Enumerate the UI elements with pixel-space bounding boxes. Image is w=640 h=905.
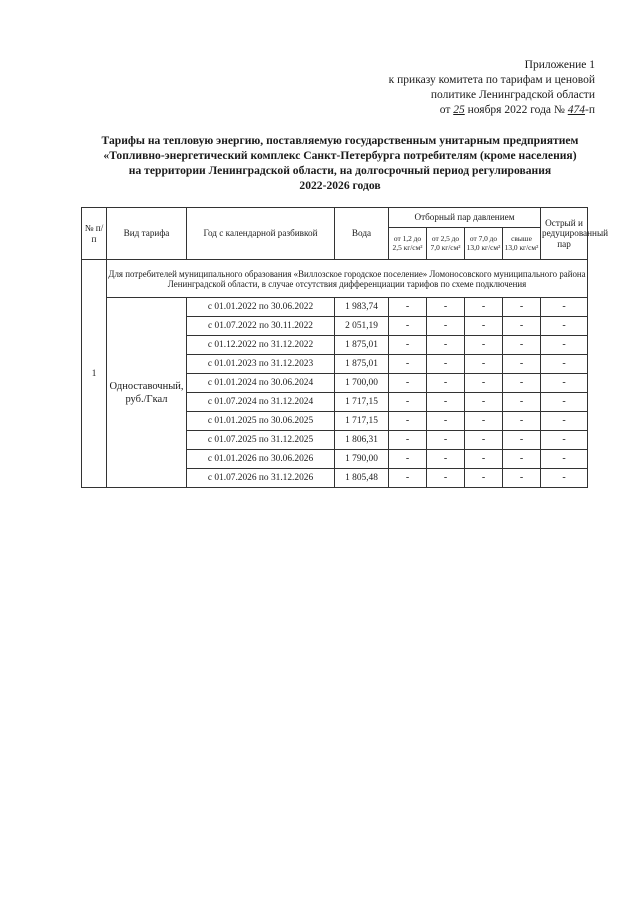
document-title (60, 133, 620, 193)
sharp-steam-cell: - (541, 450, 588, 469)
steam-2-cell: - (427, 450, 465, 469)
sharp-steam-cell: - (541, 469, 588, 488)
header-steam-4: свыше 13,0 кг/см² (503, 228, 541, 260)
period-cell: с 01.07.2026 по 31.12.2026 (187, 469, 335, 488)
steam-2-cell: - (427, 336, 465, 355)
water-tariff-cell: 1 875,01 (335, 336, 389, 355)
appendix-order-ref-cont: политике Ленинградской области (430, 89, 595, 101)
sharp-steam-cell: - (541, 355, 588, 374)
water-tariff-cell: 1 805,48 (335, 469, 389, 488)
steam-3-cell: - (465, 469, 503, 488)
steam-1-cell: - (389, 412, 427, 431)
steam-4-cell: - (503, 336, 541, 355)
steam-4-cell: - (503, 469, 541, 488)
water-tariff-cell: 1 790,00 (335, 450, 389, 469)
water-tariff-cell: 2 051,19 (335, 317, 389, 336)
tariff-kind: Одноставочный, руб./Гкал (107, 298, 187, 488)
appendix-header (340, 58, 595, 118)
steam-3-cell: - (465, 374, 503, 393)
header-kind: Вид тарифа (107, 208, 187, 260)
table-row (82, 298, 588, 317)
header-steam-2: от 2,5 до 7,0 кг/см² (427, 228, 465, 260)
steam-1-cell: - (389, 317, 427, 336)
date-day: 25 (453, 104, 465, 116)
period-cell: с 01.07.2024 по 31.12.2024 (187, 393, 335, 412)
title-line-3: на территории Ленинградской области, на долгосрочный период регулирования (128, 164, 552, 177)
steam-1-cell: - (389, 393, 427, 412)
consumer-description: Для потребителей муниципального образования «Виллозское городское поселение» Ломоносовского муниципального района Ленинградской области, в случае отсутствия дифференциации тарифов по схеме подключения (107, 260, 588, 298)
steam-2-cell: - (427, 393, 465, 412)
description-row (82, 260, 588, 298)
period-cell: с 01.01.2026 по 30.06.2026 (187, 450, 335, 469)
period-cell: с 01.01.2022 по 30.06.2022 (187, 298, 335, 317)
steam-2-cell: - (427, 374, 465, 393)
period-cell: с 01.07.2022 по 30.11.2022 (187, 317, 335, 336)
steam-2-cell: - (427, 469, 465, 488)
header-steam-3: от 7,0 до 13,0 кг/см² (465, 228, 503, 260)
steam-2-cell: - (427, 317, 465, 336)
header-num: № п/п (82, 208, 107, 260)
title-line-1: Тарифы на тепловую энергию, поставляемую государственным унитарным предприятием (101, 134, 579, 147)
order-suffix: -п (585, 104, 595, 116)
period-cell: с 01.01.2023 по 31.12.2023 (187, 355, 335, 374)
date-prefix: от (439, 104, 451, 116)
header-row-1 (82, 208, 588, 228)
steam-4-cell: - (503, 374, 541, 393)
steam-1-cell: - (389, 374, 427, 393)
water-tariff-cell: 1 983,74 (335, 298, 389, 317)
steam-1-cell: - (389, 298, 427, 317)
steam-3-cell: - (465, 336, 503, 355)
period-cell: с 01.12.2022 по 31.12.2022 (187, 336, 335, 355)
steam-3-cell: - (465, 431, 503, 450)
sharp-steam-cell: - (541, 317, 588, 336)
sharp-steam-cell: - (541, 393, 588, 412)
sharp-steam-cell: - (541, 298, 588, 317)
water-tariff-cell: 1 700,00 (335, 374, 389, 393)
steam-3-cell: - (465, 450, 503, 469)
order-number: 474 (567, 104, 586, 116)
header-steam-1: от 1,2 до 2,5 кг/см² (389, 228, 427, 260)
appendix-title: Приложение 1 (524, 59, 595, 71)
period-cell: с 01.07.2025 по 31.12.2025 (187, 431, 335, 450)
steam-4-cell: - (503, 393, 541, 412)
steam-4-cell: - (503, 412, 541, 431)
water-tariff-cell: 1 875,01 (335, 355, 389, 374)
title-line-2: «Топливно-энергетический комплекс Санкт-Петербурга потребителям (кроме населения) (103, 149, 577, 162)
steam-4-cell: - (503, 298, 541, 317)
date-middle: ноября 2022 года № (467, 104, 565, 116)
steam-2-cell: - (427, 355, 465, 374)
steam-4-cell: - (503, 355, 541, 374)
sharp-steam-cell: - (541, 336, 588, 355)
steam-2-cell: - (427, 298, 465, 317)
tariff-table (81, 207, 609, 488)
period-cell: с 01.01.2025 по 30.06.2025 (187, 412, 335, 431)
steam-2-cell: - (427, 412, 465, 431)
steam-2-cell: - (427, 431, 465, 450)
steam-1-cell: - (389, 450, 427, 469)
steam-1-cell: - (389, 431, 427, 450)
steam-1-cell: - (389, 355, 427, 374)
steam-4-cell: - (503, 450, 541, 469)
steam-3-cell: - (465, 393, 503, 412)
water-tariff-cell: 1 717,15 (335, 393, 389, 412)
period-cell: с 01.01.2024 по 30.06.2024 (187, 374, 335, 393)
sharp-steam-cell: - (541, 431, 588, 450)
steam-1-cell: - (389, 336, 427, 355)
row-number: 1 (82, 260, 107, 488)
appendix-order-ref: к приказу комитета по тарифам и ценовой (388, 74, 595, 86)
header-water: Вода (335, 208, 389, 260)
steam-3-cell: - (465, 412, 503, 431)
water-tariff-cell: 1 806,31 (335, 431, 389, 450)
steam-4-cell: - (503, 431, 541, 450)
steam-3-cell: - (465, 317, 503, 336)
steam-1-cell: - (389, 469, 427, 488)
appendix-date-line (340, 103, 595, 118)
steam-4-cell: - (503, 317, 541, 336)
water-tariff-cell: 1 717,15 (335, 412, 389, 431)
header-period: Год с календарной разбивкой (187, 208, 335, 260)
title-line-4: 2022-2026 годов (299, 179, 381, 192)
header-steam-group: Отборный пар давлением (389, 208, 541, 228)
sharp-steam-cell: - (541, 374, 588, 393)
steam-3-cell: - (465, 355, 503, 374)
header-sharp-steam: Острый и редуцированный пар (541, 208, 588, 260)
steam-3-cell: - (465, 298, 503, 317)
sharp-steam-cell: - (541, 412, 588, 431)
